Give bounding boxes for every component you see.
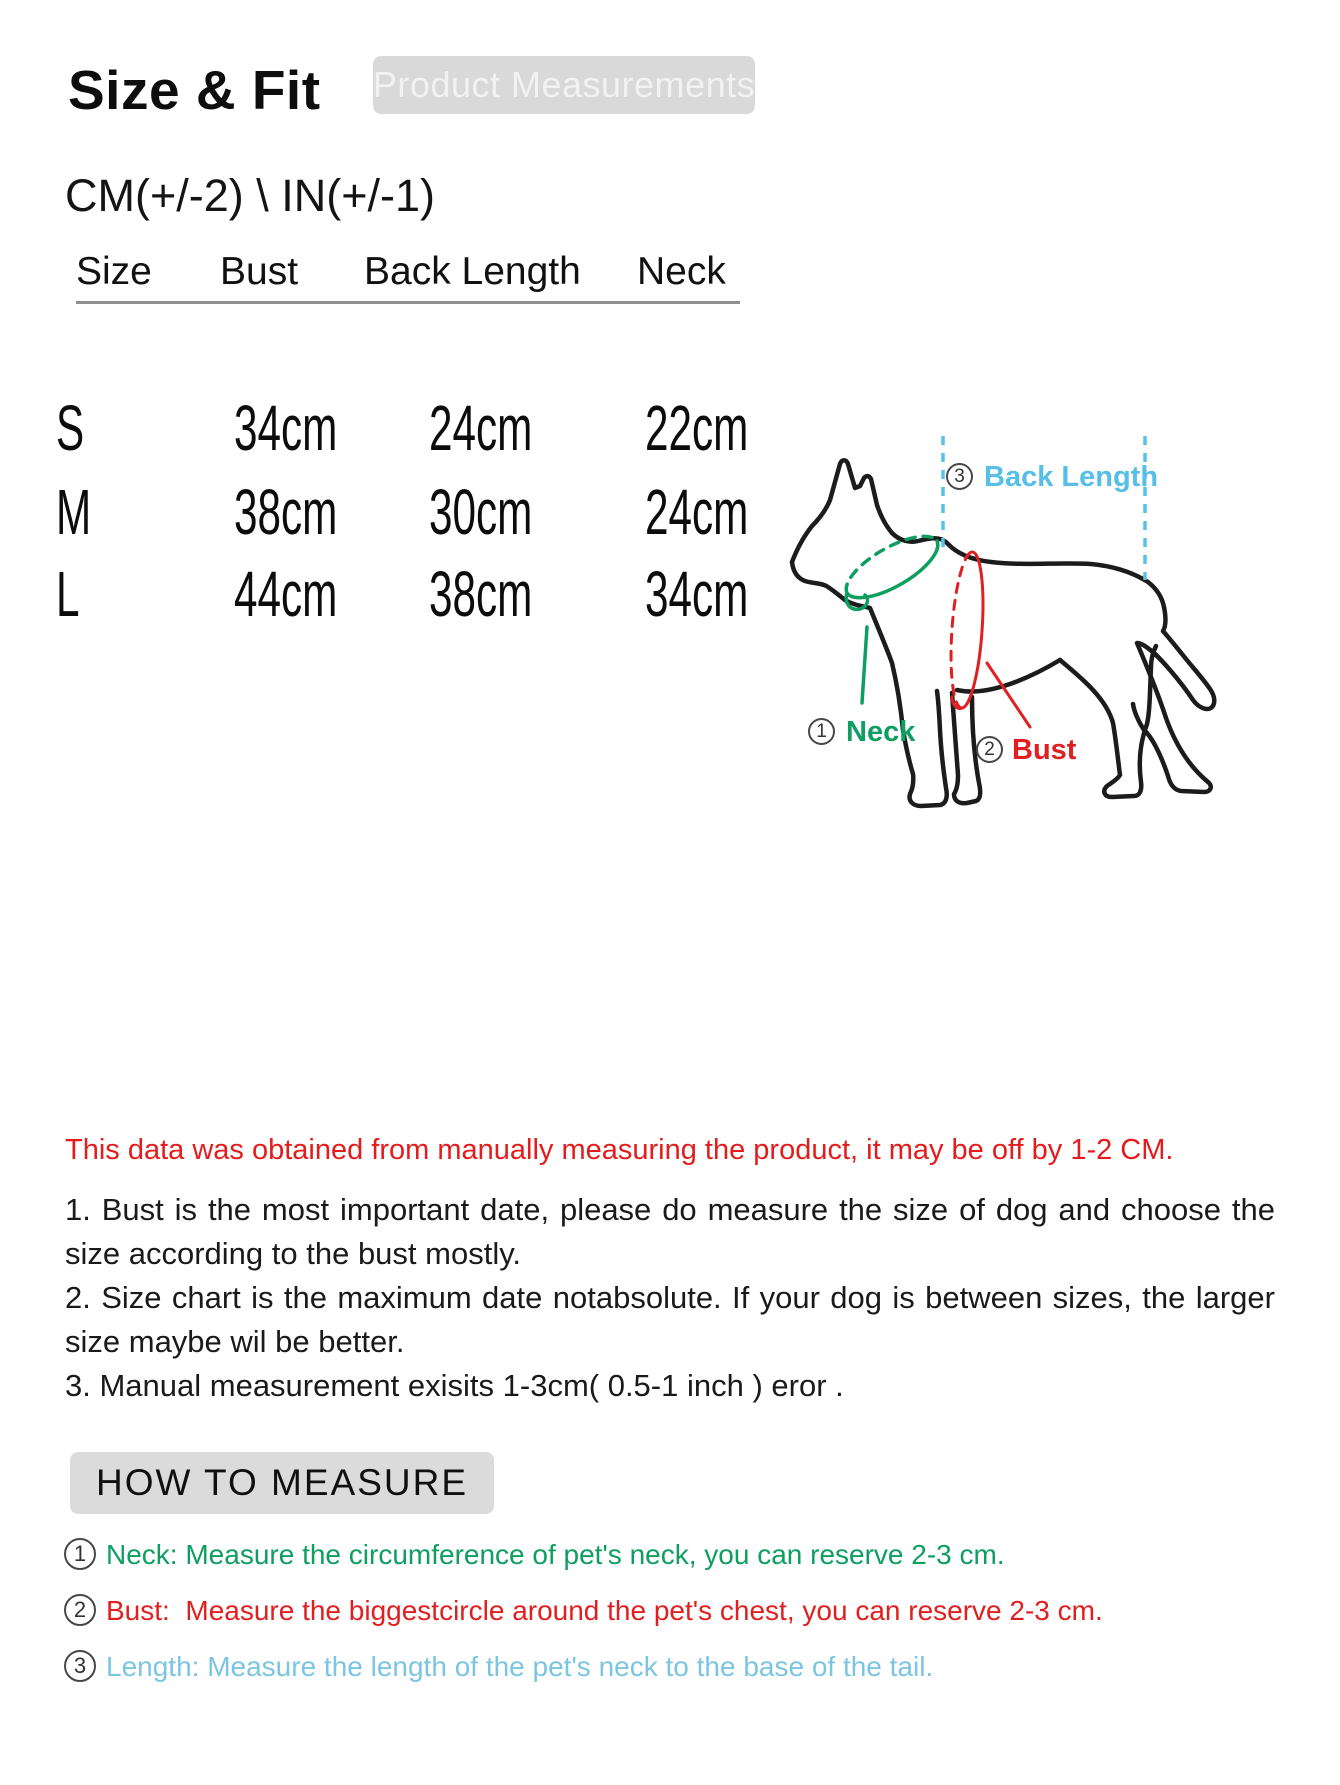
column-header-bust: Bust (220, 250, 299, 293)
step-text-length: Length: Measure the length of the pet's neck to the base of the tail. (106, 1651, 934, 1682)
cell-bust-m: 38cm (234, 476, 338, 548)
note-1: 1. Bust is the most important date, please do measure the size of dog and choose the size according to the bust mostly. (65, 1192, 1275, 1271)
bust-measure-ellipse (951, 552, 1030, 727)
bust-label: Bust (1012, 734, 1077, 766)
column-header-neck: Neck (637, 250, 726, 293)
column-header-back-length: Back Length (364, 250, 581, 293)
cell-back-length-l: 38cm (429, 558, 533, 630)
neck-measure-ellipse (846, 536, 938, 703)
circled-number-bust: 2 (976, 736, 1003, 763)
column-header-size: Size (76, 250, 152, 293)
table-header-rule (76, 301, 740, 304)
cell-size-s: S (56, 392, 85, 464)
bust-pointer-line (987, 663, 1030, 727)
note-2: 2. Size chart is the maximum date notabsolute. If your dog is between sizes, the larger size maybe wil be better. (65, 1280, 1275, 1359)
cell-neck-l: 34cm (645, 558, 749, 630)
cell-size-l: L (56, 558, 80, 630)
circled-number-neck: 1 (808, 718, 835, 745)
step-number-1: 1 (64, 1538, 96, 1570)
dog-measurement-diagram (760, 430, 1340, 810)
neck-pointer-line (862, 627, 867, 703)
how-to-measure-heading-label: HOW TO MEASURE (96, 1462, 469, 1503)
cell-size-m: M (56, 476, 92, 548)
tolerance-note: CM(+/-2) \ IN(+/-1) (65, 170, 436, 221)
step-text-bust: Bust: Measure the biggestcircle around the pet's chest, you can reserve 2-3 cm. (106, 1595, 1103, 1626)
step-text-neck: Neck: Measure the circumference of pet's neck, you can reserve 2-3 cm. (106, 1539, 1005, 1570)
note-3: 3. Manual measurement exisits 1-3cm( 0.5-1 inch ) eror . (65, 1368, 844, 1403)
neck-label: Neck (846, 716, 916, 748)
product-measurements-badge-label: Product Measurements (372, 64, 756, 105)
circled-number-back-length: 3 (946, 463, 973, 490)
cell-bust-l: 44cm (234, 558, 338, 630)
product-measurements-badge (373, 56, 755, 114)
measurement-notes (65, 1188, 1275, 1408)
cell-bust-s: 34cm (234, 392, 338, 464)
back-length-label: Back Length (984, 461, 1159, 493)
step-number-2: 2 (64, 1594, 96, 1626)
how-to-measure-heading (70, 1452, 494, 1514)
cell-back-length-m: 30cm (429, 476, 533, 548)
cell-neck-m: 24cm (645, 476, 749, 548)
cell-neck-s: 22cm (645, 392, 749, 464)
page-title: Size & Fit (68, 59, 321, 121)
disclaimer-text: This data was obtained from manually measuring the product, it may be off by 1-2 CM. (65, 1134, 1174, 1166)
dog-outline (792, 460, 1214, 806)
step-number-3: 3 (64, 1650, 96, 1682)
cell-back-length-s: 24cm (429, 392, 533, 464)
